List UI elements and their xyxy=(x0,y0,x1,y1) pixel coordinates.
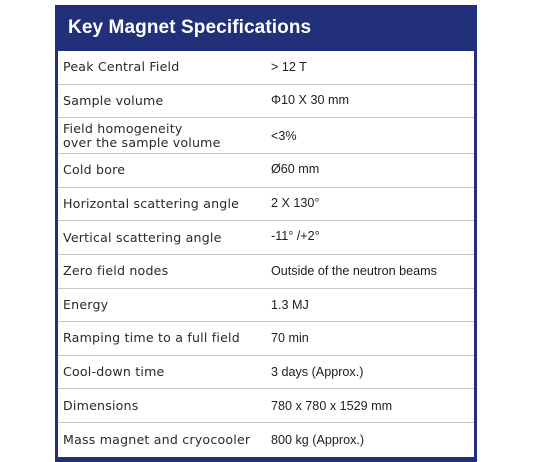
table-row xyxy=(58,118,474,154)
row-label: Mass magnet and cryocooler xyxy=(63,431,251,447)
row-label: Ramping time to a full field xyxy=(63,330,240,346)
row-value: 800 kg (Approx.) xyxy=(271,432,365,447)
row-value: 1.3 MJ xyxy=(271,297,309,312)
table-row xyxy=(58,289,474,323)
row-label: Energy xyxy=(63,296,109,312)
row-value: 780 x 780 x 1529 mm xyxy=(271,398,393,413)
row-value: Outside of the neutron beams xyxy=(271,264,437,279)
row-label: Dimensions xyxy=(63,397,139,413)
row-value: 70 min xyxy=(271,331,309,346)
row-label: Peak Central Field xyxy=(63,59,180,75)
table-row xyxy=(58,154,474,188)
table-title: Key Magnet Specifications xyxy=(68,16,312,38)
row-value: -11° /+2° xyxy=(271,229,320,244)
row-label: Horizontal scattering angle xyxy=(63,196,240,212)
row-label: Sample volume xyxy=(63,92,164,108)
row-label: Field homogeneity over the sample volume xyxy=(63,120,221,150)
table-row xyxy=(58,322,474,356)
table-row xyxy=(58,51,474,85)
table-row xyxy=(58,423,474,457)
row-label: Vertical scattering angle xyxy=(63,229,222,245)
table-row xyxy=(58,255,474,289)
table-row xyxy=(58,356,474,390)
table-row xyxy=(58,389,474,423)
row-value: 3 days (Approx.) xyxy=(271,365,364,380)
row-value: > 12 T xyxy=(271,60,307,75)
specifications-table xyxy=(58,51,474,457)
table-header xyxy=(55,5,477,50)
row-label: Zero field nodes xyxy=(63,263,169,279)
row-value: Φ10 X 30 mm xyxy=(271,92,349,107)
row-label: Cold bore xyxy=(63,162,126,178)
table-row xyxy=(58,85,474,119)
specifications-card xyxy=(55,5,477,462)
row-label: Cool-down time xyxy=(63,364,165,380)
row-value: 2 X 130° xyxy=(271,195,320,210)
row-value: Ø60 mm xyxy=(271,162,320,177)
row-value: <3% xyxy=(271,128,297,143)
table-row xyxy=(58,221,474,255)
table-row xyxy=(58,188,474,222)
